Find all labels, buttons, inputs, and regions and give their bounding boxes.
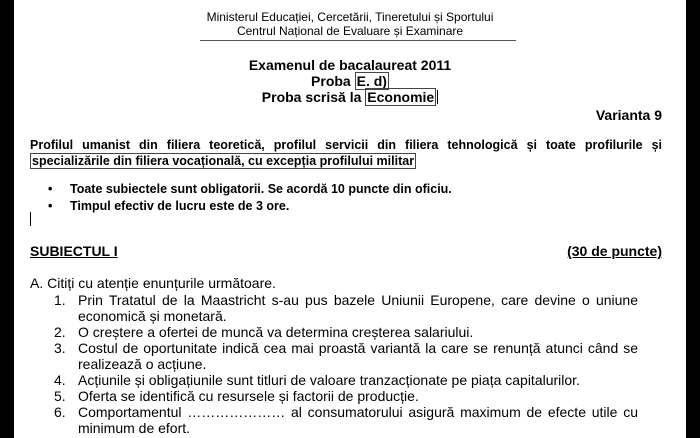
subject-name[interactable]: Economie bbox=[367, 89, 435, 105]
list-item bbox=[54, 324, 473, 340]
section-points: (30 de puncte) bbox=[567, 243, 662, 259]
profile-line-2 bbox=[30, 154, 416, 168]
header-divider bbox=[200, 40, 516, 41]
item-text: Oferta se identifică cu resursele și factorii de producție. bbox=[78, 388, 419, 404]
bullet-icon: • bbox=[48, 199, 53, 213]
item-number: 3. bbox=[54, 340, 66, 356]
item-number: 1. bbox=[54, 292, 66, 308]
item-text: Acțiunile și obligațiunile sunt titluri de valoare tranzacționate pe piața capitalurilor. bbox=[78, 372, 580, 388]
text-cursor bbox=[437, 90, 438, 104]
exam-written-subject bbox=[14, 89, 686, 105]
item-text-continued: economică și monetară. bbox=[78, 308, 227, 324]
part-a-intro: A. Citiți cu atenție enunțurile următoare. bbox=[30, 275, 276, 291]
profile-line-1: Profilul umanist din filiera teoretică, profilul servicii din filiera tehnologică și toate profilurile și bbox=[30, 138, 662, 152]
exam-document-page bbox=[14, 0, 686, 438]
instruction-text: Toate subiectele sunt obligatorii. Se acordă 10 puncte din oficiu. bbox=[70, 182, 452, 196]
profile-line-2-text[interactable]: specializările din filiera vocațională, cu excepția profilului militar bbox=[32, 154, 415, 168]
exam-proba bbox=[14, 73, 686, 89]
item-number: 2. bbox=[54, 324, 66, 340]
proba-code[interactable]: E. d) bbox=[356, 73, 387, 89]
item-number: 5. bbox=[54, 388, 66, 404]
item-text-continued: minimum de efort. bbox=[78, 420, 191, 436]
ministry-name: Ministerul Educației, Cercetării, Tineretului și Sportului bbox=[206, 10, 494, 24]
item-text-continued: realizează o acțiune. bbox=[78, 356, 207, 372]
list-item bbox=[54, 388, 419, 404]
instruction-item bbox=[48, 182, 452, 196]
variant-label: Varianta 9 bbox=[595, 107, 662, 123]
section-heading bbox=[30, 243, 662, 259]
item-text: Comportamentul ………………… al consumatorului asigură maximum de efecte utile cu bbox=[78, 404, 638, 420]
item-text: Prin Tratatul de la Maastricht s-au pus bazele Uniunii Europene, care devine o uniune bbox=[78, 292, 638, 308]
list-item bbox=[54, 404, 638, 420]
list-item bbox=[54, 340, 638, 356]
item-text: O creștere a ofertei de muncă va determina creșterea salariului. bbox=[78, 324, 474, 340]
list-item bbox=[54, 372, 580, 388]
list-item bbox=[54, 292, 638, 308]
instruction-item bbox=[48, 199, 289, 213]
written-prefix: Proba scrisă la bbox=[261, 89, 366, 105]
exam-title: Examenul de bacalaureat 2011 bbox=[248, 57, 452, 73]
item-text: Costul de oportunitate indică cea mai proastă variantă la care se renunță atunci când se bbox=[78, 340, 638, 356]
section-title: SUBIECTUL I bbox=[30, 243, 118, 259]
item-number: 4. bbox=[54, 372, 66, 388]
center-name: Centrul Național de Evaluare și Examinare bbox=[236, 24, 464, 38]
bullet-icon: • bbox=[48, 182, 53, 196]
instruction-text: Timpul efectiv de lucru este de 3 ore. bbox=[70, 199, 290, 213]
proba-prefix: Proba bbox=[311, 73, 355, 89]
text-cursor bbox=[30, 212, 31, 226]
item-number: 6. bbox=[54, 404, 66, 420]
